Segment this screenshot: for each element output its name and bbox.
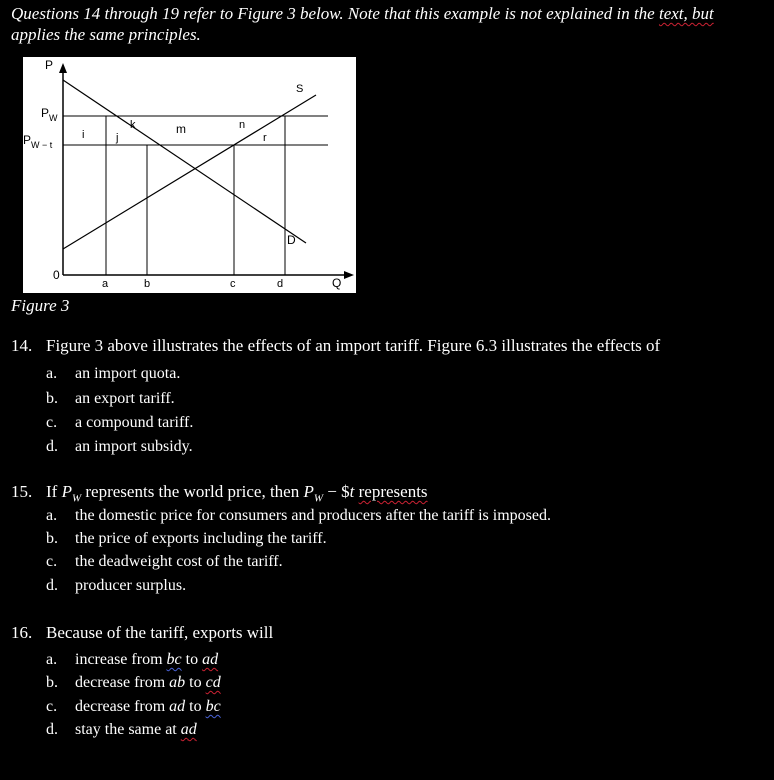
area-m-label: m — [176, 122, 186, 136]
q16-option-a[interactable]: a. increase from bc to ad — [46, 651, 219, 668]
intro-spellcheck-text: text, but — [658, 4, 714, 23]
area-i-label: i — [82, 129, 85, 141]
pw-t-label: $P_{W - t}$ — [23, 133, 53, 150]
question-14-number: 14. — [11, 336, 33, 355]
question-15-number: 15. — [11, 482, 33, 501]
intro-paragraph — [11, 3, 761, 45]
area-r-label: r — [263, 132, 267, 144]
q14-option-b[interactable]: b. an export tariff. — [46, 390, 175, 407]
pw-label: $P_W$ — [41, 106, 58, 123]
q14-option-c[interactable]: c. a compound tariff. — [46, 414, 194, 431]
question-15-spellcheck: represents — [358, 482, 428, 501]
q15-option-a[interactable]: a. the domestic price for consumers and producers after the tariff is imposed. — [46, 507, 551, 524]
figure-caption: Figure 3 — [11, 296, 70, 315]
q16-option-b[interactable]: b. decrease from ab to cd — [46, 674, 221, 691]
q16-option-c[interactable]: c. decrease from ad to bc — [46, 698, 221, 715]
q-d-label: d — [277, 278, 284, 290]
figure-3-diagram — [23, 57, 356, 293]
demand-label: D — [287, 233, 296, 247]
q15-option-b[interactable]: b. the price of exports including the tariff. — [46, 530, 327, 547]
intro-text-2: applies the same principles. — [11, 25, 201, 44]
question-14-text: Figure 3 above illustrates the effects of an import tariff. Figure 6.3 illustrates the effects of — [46, 336, 661, 355]
q-axis-arrow — [344, 271, 354, 279]
question-16-text: Because of the tariff, exports will — [46, 623, 274, 642]
q-a-label: a — [102, 278, 109, 290]
supply-label: S — [296, 83, 304, 95]
area-j-label: j — [116, 132, 119, 144]
figure-svg — [23, 57, 356, 293]
q14-option-d[interactable]: d. an import subsidy. — [46, 438, 193, 455]
origin-label: 0 — [53, 268, 60, 282]
question-16 — [11, 621, 273, 645]
intro-text-1: Questions 14 through 19 refer to Figure 3 below. Note that this example is not explained in the — [11, 4, 659, 23]
question-15: 15. If $P_W$ represents the world price, then $P_W$ − $t represents — [11, 482, 428, 505]
q15-option-d[interactable]: d. producer surplus. — [46, 577, 187, 594]
question-14 — [11, 334, 660, 358]
p-axis-label: P — [45, 58, 54, 72]
q16-option-d[interactable]: d. stay the same at ad — [46, 721, 197, 738]
q-c-label: c — [230, 278, 236, 290]
q14-option-a[interactable]: a. an import quota. — [46, 365, 181, 382]
p-axis-arrow — [59, 63, 67, 73]
q-b-label: b — [144, 278, 151, 290]
supply-curve — [63, 95, 316, 249]
question-16-number: 16. — [11, 623, 33, 642]
q15-option-c[interactable]: c. the deadweight cost of the tariff. — [46, 553, 283, 570]
area-n-label: n — [239, 119, 246, 131]
q-axis-label: Q — [332, 276, 342, 290]
demand-curve — [63, 80, 306, 243]
area-k-label: k — [130, 119, 136, 131]
